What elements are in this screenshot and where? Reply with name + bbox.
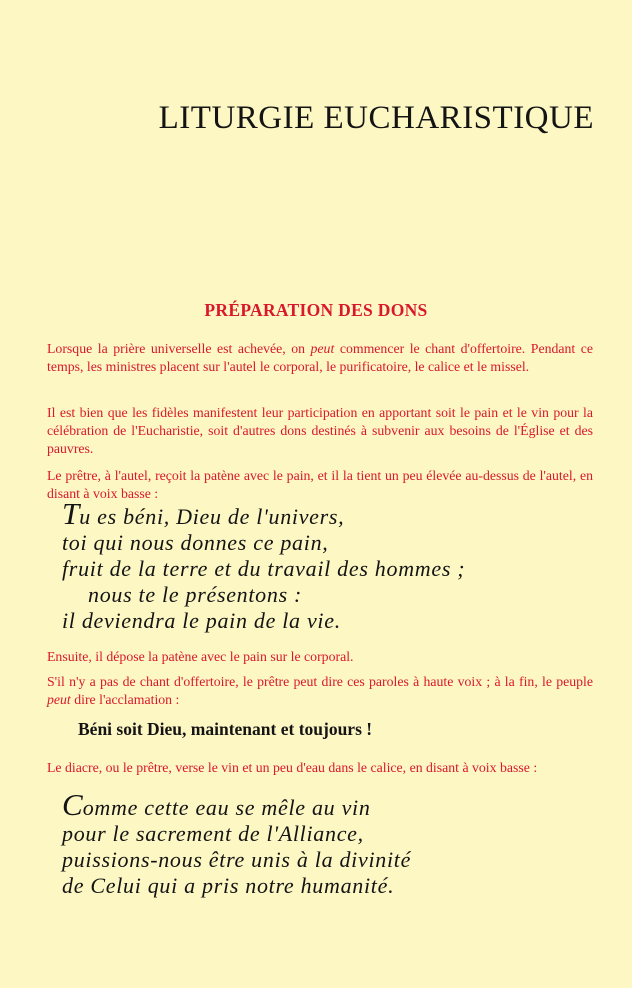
rubric-paragraph: Le prêtre, à l'autel, reçoit la patène avec le pain, et il la tient un peu élevée au-dessus de l'autel, en disant à voix basse : — [47, 468, 593, 501]
rubric-text: commencer le chant d'offertoire. Pendant ce temps, les ministres placent sur l'autel le corporal, le purificatoire, le calice et le missel. — [47, 341, 593, 374]
rubric-emphasis: peut — [47, 692, 71, 707]
prayer-line — [62, 496, 465, 531]
prayer-line: toi qui nous donnes ce pain, — [62, 530, 329, 555]
rubric-text: Lorsque la prière universelle est achevée, on — [47, 341, 311, 356]
prayer-line: puissions-nous être unis à la divinité — [62, 847, 412, 872]
acclamation: Béni soit Dieu, maintenant et toujours ! — [78, 719, 373, 739]
prayer-line-text: u es béni, Dieu de l'univers, — [79, 504, 345, 529]
rubric-paragraph: Le diacre, ou le prêtre, verse le vin et un peu d'eau dans le calice, en disant à voix basse : — [47, 760, 538, 775]
rubric-text: dire l'acclamation : — [70, 692, 180, 707]
drop-cap: C — [62, 787, 83, 822]
prayer-line: il deviendra le pain de la vie. — [62, 608, 341, 633]
rubric-paragraph — [47, 673, 593, 709]
prayer-line: nous te le présentons : — [88, 582, 303, 607]
prayer-line: fruit de la terre et du travail des hommes ; — [62, 556, 466, 581]
rubric-text: S'il n'y a pas de chant d'offertoire, le prêtre peut dire ces paroles à haute voix ; à la fin, le peuple — [47, 674, 593, 689]
prayer-mixing-water — [62, 787, 412, 899]
page-title: LITURGIE EUCHARISTIQUE — [158, 100, 594, 136]
rubric-paragraph — [47, 340, 593, 376]
rubric-paragraph: Ensuite, il dépose la patène avec le pain sur le corporal. — [47, 649, 354, 664]
prayer-line-text: omme cette eau se mêle au vin — [82, 795, 371, 820]
prayer-line: de Celui qui a pris notre humanité. — [62, 873, 395, 898]
prayer-line — [62, 787, 411, 822]
rubric-paragraph: Il est bien que les fidèles manifestent leur participation en apportant soit le pain et le vin pour la célébration de l'Eucharistie, soit d'autres dons destinés à subvenir aux besoins de l'Église et des pauvres. — [47, 405, 593, 456]
section-title: PRÉPARATION DES DONS — [204, 300, 428, 320]
rubric-emphasis: peut — [310, 341, 335, 356]
prayer-offering-bread — [62, 496, 466, 634]
drop-cap: T — [62, 496, 80, 531]
prayer-line: pour le sacrement de l'Alliance, — [62, 821, 364, 846]
